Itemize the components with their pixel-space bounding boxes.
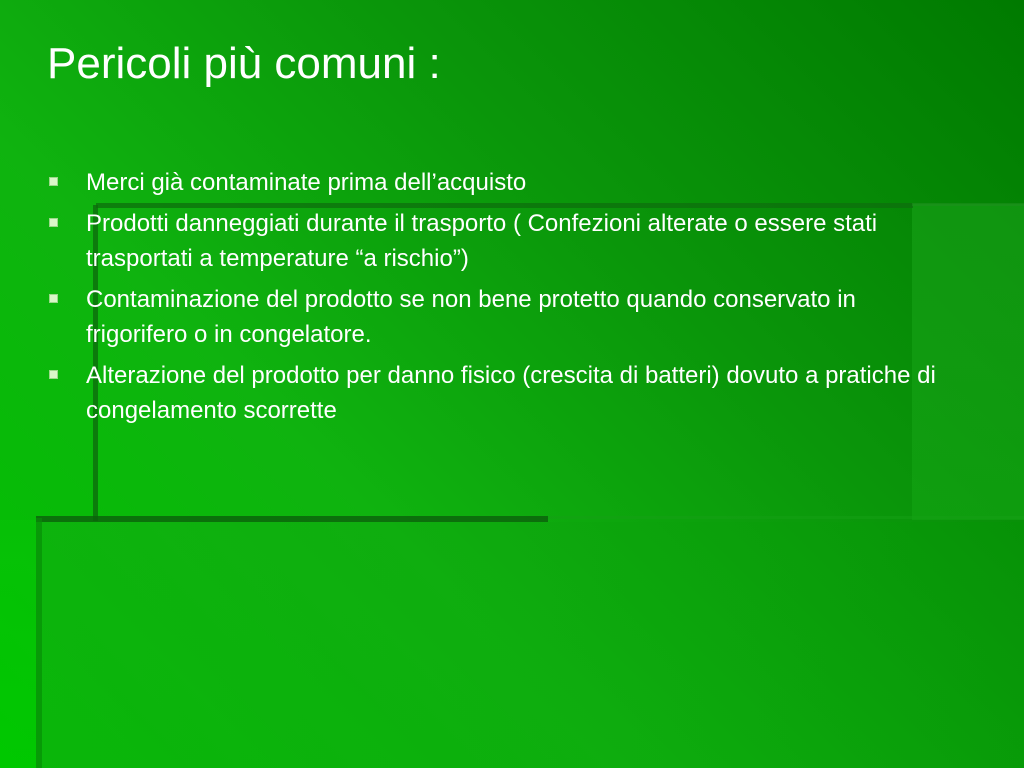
bullet-item	[46, 206, 946, 276]
decorative-bottom-block	[42, 522, 1024, 768]
bullet-text: Alterazione del prodotto per danno fisico (crescita di batteri) dovuto a pratiche di congelamento scorrette	[86, 362, 936, 424]
square-bullet-icon	[49, 370, 58, 379]
square-bullet-icon	[49, 294, 58, 303]
decorative-mid-line-extension	[548, 516, 1024, 519]
bullet-item	[46, 358, 946, 428]
decorative-left-strip	[0, 520, 36, 768]
bullet-item	[46, 282, 946, 352]
bullet-text: Merci già contaminate prima dell’acquisto	[86, 169, 527, 196]
square-bullet-icon	[49, 218, 58, 227]
decorative-mid-line	[36, 516, 548, 522]
decorative-left-vertical-line	[36, 518, 42, 768]
slide-title: Pericoli più comuni :	[47, 39, 441, 88]
bullet-text: Prodotti danneggiati durante il trasporto ( Confezioni alterate o essere stati trasportati a temperature “a rischio”)	[86, 210, 878, 272]
square-bullet-icon	[49, 177, 58, 186]
bullet-text: Contaminazione del prodotto se non bene protetto quando conservato in frigorifero o in congelatore.	[86, 286, 856, 348]
bullet-item	[46, 165, 946, 200]
bullet-list	[46, 165, 946, 434]
